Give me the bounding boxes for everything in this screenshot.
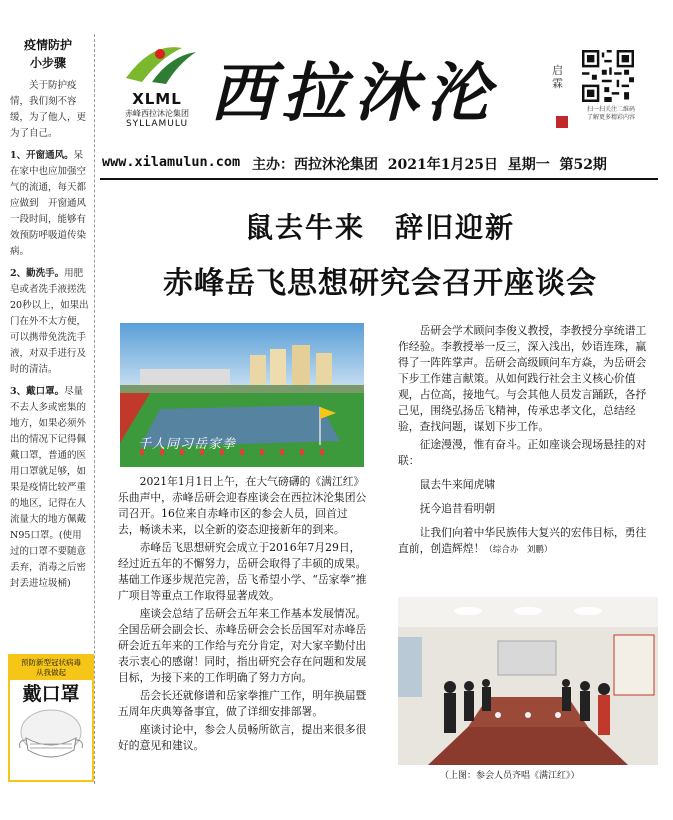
article-paragraph: 赤峰岳飞思想研究会成立于2016年7月29日，经过近五年的不懈努力，岳研会取得了丰硕的成果。基础工作逐步规范完善，岳飞希望小学、“岳家拳”推广项目等重点工作取得显著成效。 (118, 541, 367, 602)
article-left-column (118, 474, 368, 756)
article-paragraph: 座谈会总结了岳研会五年来工作基本发展情况。全国岳研会副会长、赤峰岳研会会长岳国军对赤峰岳研会近五年来的工作给与充分肯定，对大家辛勤付出表示衷心的感谢！同时，指出研究会存在问题和发展目标，为接下来的工作明确了努力方向。 (118, 607, 367, 684)
issue-meta (252, 154, 607, 174)
sidebar-body (2, 78, 94, 592)
couplet-line-1: 鼠去牛来闻虎啸 (419, 478, 496, 491)
article-right-column (398, 323, 656, 560)
closing-paragraph: 让我们向着中华民族伟大复兴的宏伟目标，勇往直前，创造辉煌！（综合办 刘鹏） (398, 526, 647, 555)
headline-sub: 赤峰岳飞思想研究会召开座谈会 (163, 266, 597, 301)
stadium-photo (120, 323, 364, 467)
logo-english-name: SYLLAMULU (125, 119, 189, 129)
photo-caption: （上图：参会人员齐唱《满江红》） (440, 771, 580, 781)
calligrapher-signature: 启霖 (552, 64, 563, 90)
xlml-logo-icon (112, 42, 202, 86)
article-paragraph: 岳研会学术顾问李俊义教授，李教授分享统谱工作经验。李教授举一反三，深入浅出，妙语连珠，赢得了一阵阵掌声。岳研会高级顾问车方焱，为岳研会下步工作建言献策。从如何践行社会主义核心价值观，占位高，接地气。与会其他人员发言踊跃，各抒己见，围绕弘扬岳飞精神，传承忠孝文化，总结经验，查找问题，谋划下步工作。 (398, 324, 647, 433)
logo-wordmark: XLML (132, 90, 182, 108)
issue-weekday: 星期一 (507, 157, 550, 173)
article-paragraph: 2021年1月1日上午，在大气磅礴的《满江红》乐曲声中，赤峰岳研会迎春座谈会在西拉沐沦集团公司召开。16位来自赤峰市区的参会人员，回首过去，畅谈未来，以全新的姿态迎接新年的到来。 (118, 475, 367, 536)
newspaper-masthead (100, 34, 660, 184)
company-logo (112, 42, 202, 142)
sidebar-tip: 3、戴口罩。尽量不去人多或密集的地方，如果必须外出的情况下记得佩戴口罩，普通的医用口罩就足够，如果是疫情比较严重的地区，记得在人流量大的地方佩戴N95口罩。(使用过的口罩不要随意丢弃，消毒之后密封丢进垃圾桶) (10, 386, 87, 589)
field-banner-text: 千人同习岳家拳 (138, 437, 237, 452)
headline-main: 鼠去牛来 辞旧迎新 (244, 211, 515, 244)
logo-chinese-name: 赤峰西拉沐沦集团 (125, 109, 189, 118)
red-seal-icon (556, 116, 568, 128)
article-paragraph: 岳会长还就修谱和岳家拳推广工作，明年换届暨五周年庆典筹备事宜，做了详细安排部署。 (118, 689, 367, 718)
mask-poster-header: 预防新型冠状病毒 从我做起 (10, 656, 92, 680)
sidebar-intro: 关于防护疫情，我们刻不容缓，为了他人，更为了自己。 (10, 80, 87, 139)
article-paragraph: 座谈讨论中，参会人员畅所欲言，提出来很多很好的意见和建议。 (118, 723, 367, 752)
byline: （综合办 刘鹏） (484, 545, 553, 555)
sidebar-tip: 2、勤洗手。用肥皂或者洗手液搓洗20秒以上，如果出门在外不太方便，可以携带免洗洗手液，对双手进行及时的清洁。 (10, 268, 89, 375)
qr-code-icon[interactable] (582, 50, 634, 102)
sidebar-title: 疫情防护 小步骤 (23, 38, 72, 70)
website-link[interactable]: www.xilamulun.com (102, 154, 241, 170)
wear-mask-poster (8, 654, 94, 782)
issue-date: 2021年1月25日 (387, 157, 498, 173)
photo-caption-block (440, 768, 660, 786)
sidebar-tip: 1、开窗通风。呆在家中也应加强空气的流通，每天都应做到 开窗通风一段时间，能够有效预防呼吸道传染病。 (10, 150, 87, 257)
couplet-line-2: 抚今追昔看明朝 (419, 502, 496, 515)
mask-poster-title: 戴口罩 (22, 683, 80, 705)
face-mask-icon (16, 708, 86, 764)
masthead-info-line (100, 152, 660, 178)
meeting-room-image (398, 597, 658, 765)
publisher: 主办：西拉沐沦集团 (252, 157, 378, 173)
masthead-divider (100, 178, 658, 180)
qr-caption: 扫一扫关注二维码 了解更多精彩内容 (586, 106, 635, 121)
issue-number: 第52期 (559, 157, 607, 173)
article-paragraph: 征途漫漫，惟有奋斗。正如座谈会现场悬挂的对联： (398, 438, 647, 467)
newspaper-title: 西拉沐沦 (210, 56, 498, 131)
meeting-photo (398, 597, 658, 765)
